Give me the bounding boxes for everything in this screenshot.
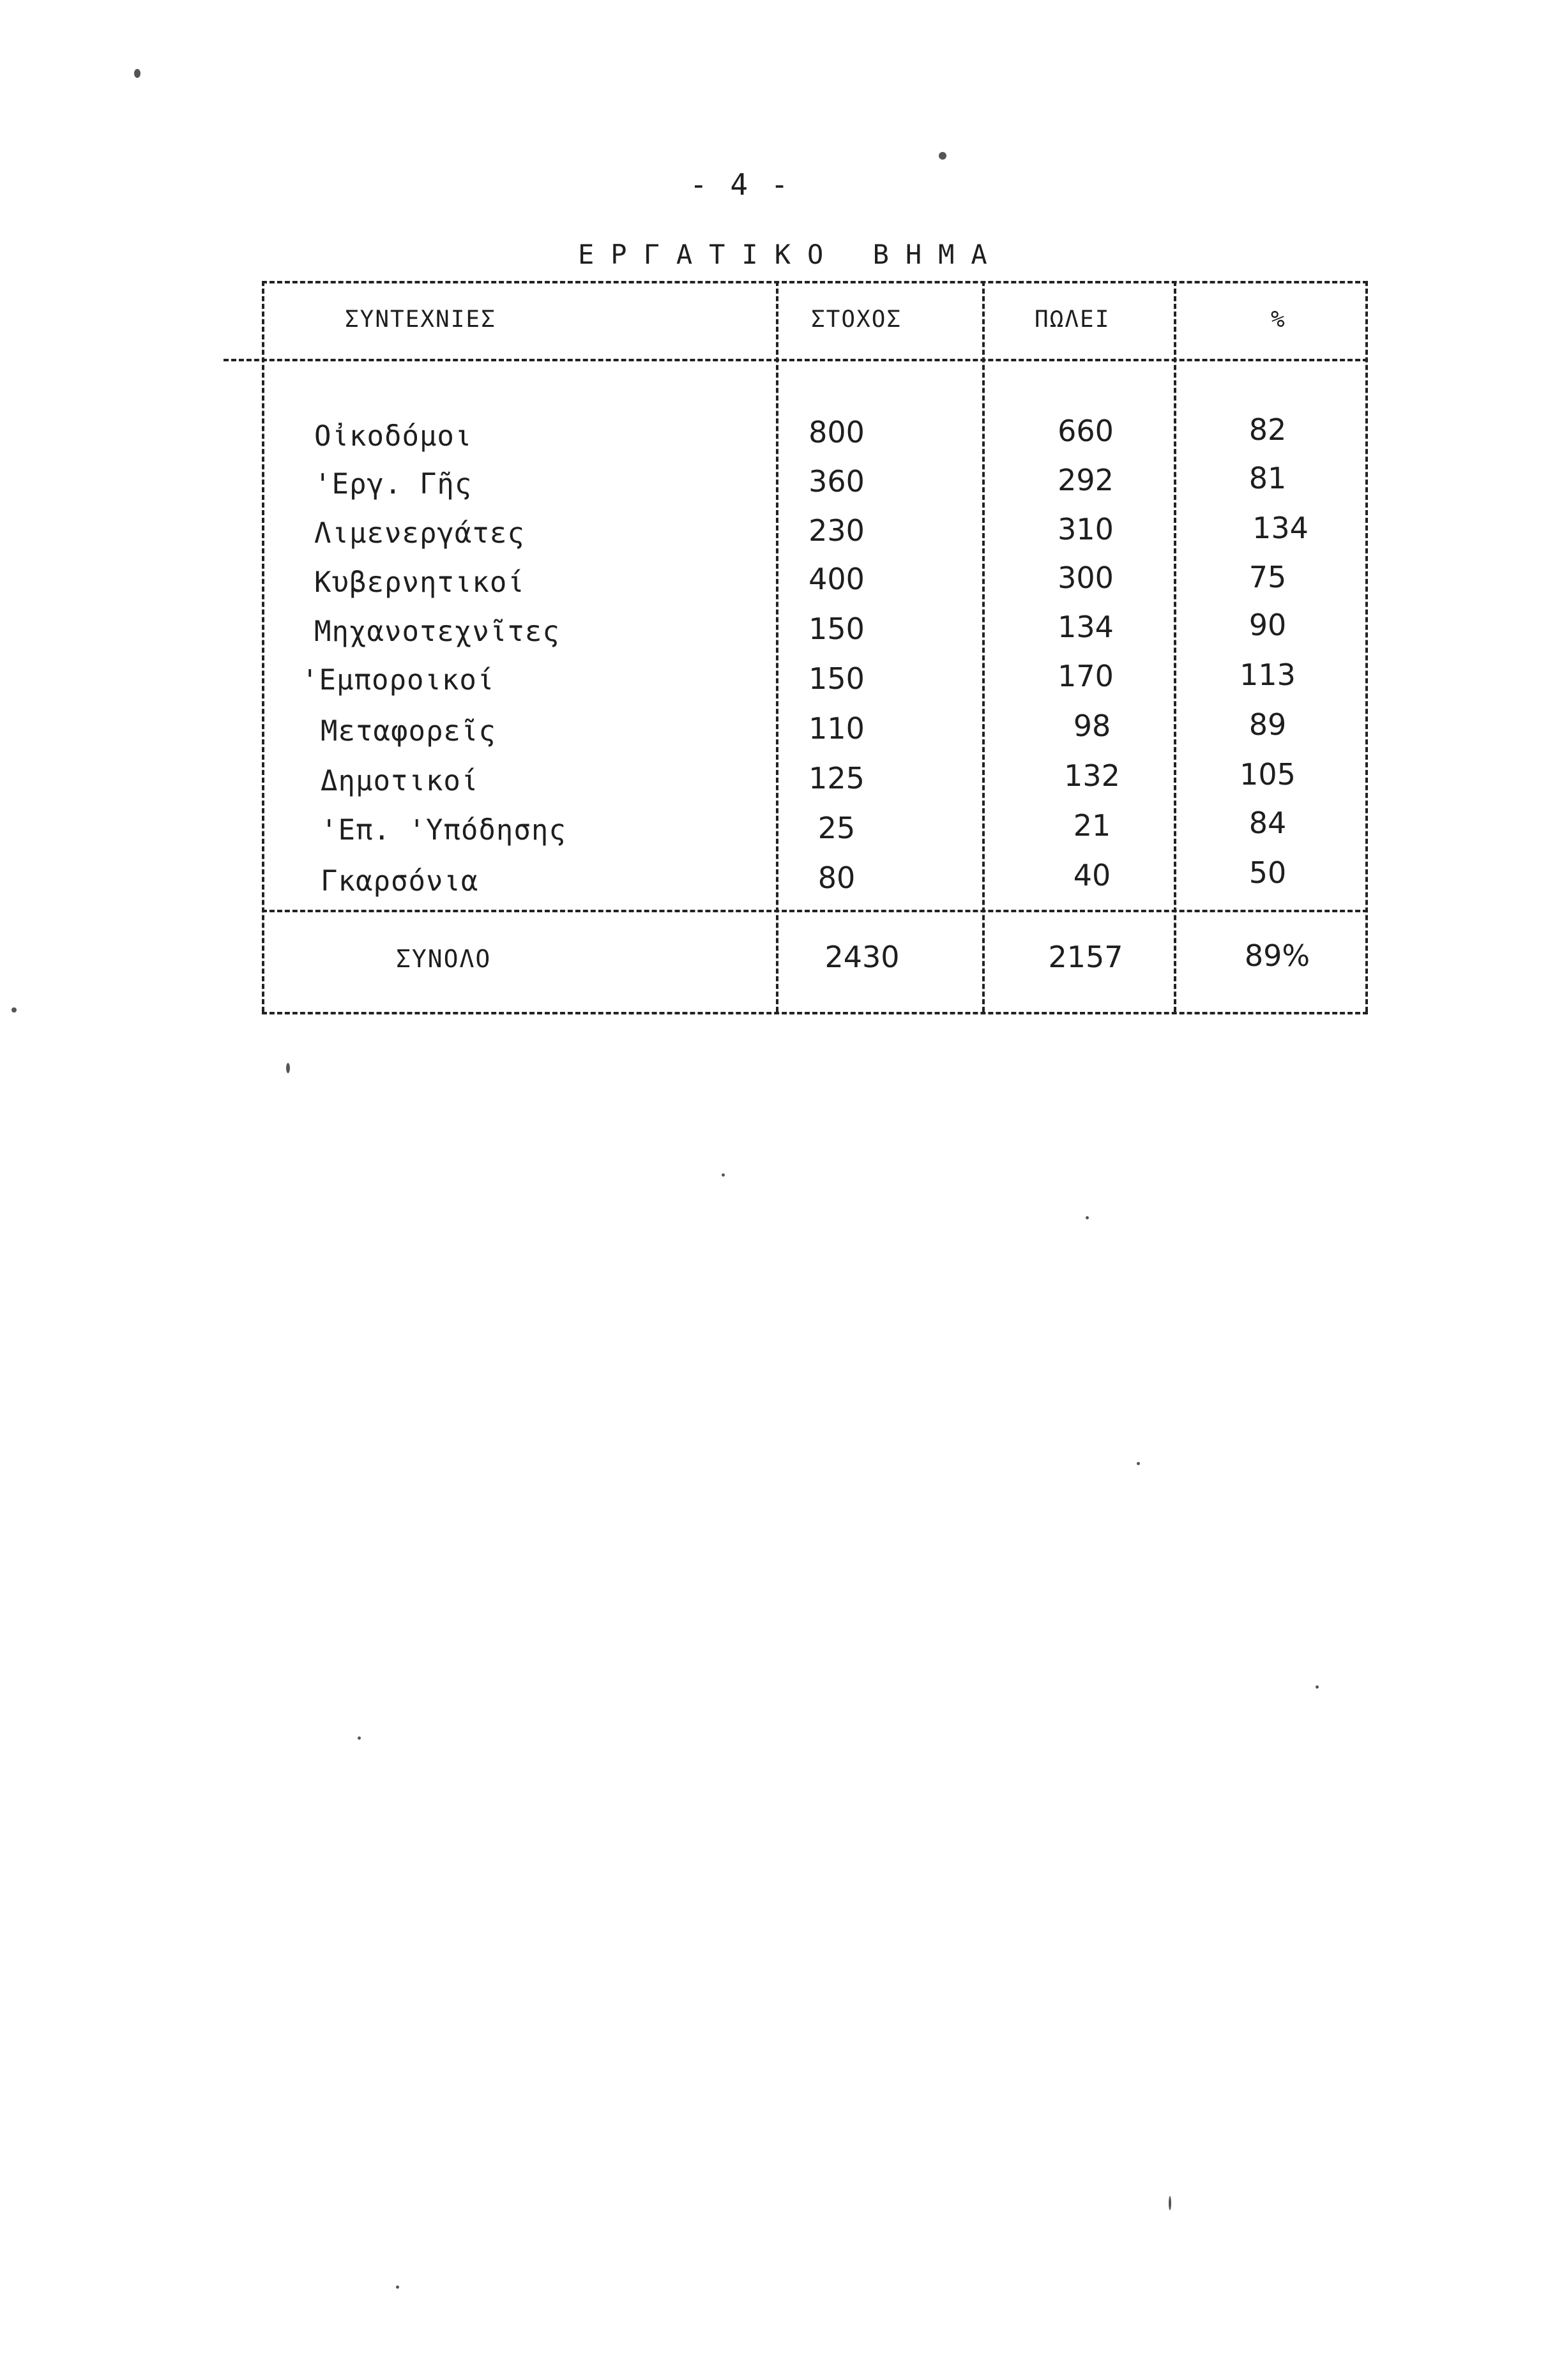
guild-name: 'Εμποροικοί <box>301 664 495 697</box>
target-value: 80 <box>817 861 856 895</box>
guild-name: Λιμενεργάτες <box>314 517 525 550</box>
scan-speck <box>1137 1462 1140 1465</box>
header-sold: ΠΩΛΕΙ <box>1035 306 1111 333</box>
percent-value: 134 <box>1252 511 1309 545</box>
sold-value: 134 <box>1058 610 1114 644</box>
percent-value: 113 <box>1240 658 1296 692</box>
target-value: 360 <box>808 464 865 499</box>
scan-speck <box>722 1173 725 1177</box>
total-top-rule <box>262 910 1368 912</box>
percent-value: 84 <box>1248 806 1287 840</box>
column-divider-pct <box>1174 281 1176 1012</box>
scan-speck <box>358 1736 361 1740</box>
sold-value: 300 <box>1058 561 1114 595</box>
scan-speck <box>134 69 140 78</box>
target-value: 25 <box>817 811 856 845</box>
target-value: 400 <box>808 562 865 596</box>
percent-value: 82 <box>1248 412 1287 447</box>
sold-value: 660 <box>1058 414 1114 448</box>
target-value: 110 <box>808 711 865 746</box>
guild-name: Μεταφορεῖς <box>321 715 496 748</box>
table-left-border <box>262 281 264 1012</box>
percent-value: 75 <box>1248 560 1287 594</box>
target-value: 800 <box>808 415 865 449</box>
scan-speck <box>1316 1685 1319 1689</box>
header-percent: % <box>1271 306 1286 333</box>
header-bottom-rule <box>224 359 1368 361</box>
header-target: ΣΤΟΧΟΣ <box>811 306 902 333</box>
table-bottom-rule <box>262 1012 1368 1014</box>
target-value: 125 <box>808 761 865 795</box>
scan-speck <box>396 2286 399 2289</box>
guild-name: Μηχανοτεχνῖτες <box>314 615 560 648</box>
guild-name: 'Εργ. Γῆς <box>314 468 473 501</box>
scan-speck <box>1086 1216 1089 1219</box>
scan-speck <box>939 152 946 160</box>
percent-value: 105 <box>1240 757 1296 792</box>
percent-value: 50 <box>1248 855 1287 890</box>
target-value: 150 <box>808 612 865 646</box>
total-percent: 89% <box>1244 938 1310 973</box>
table-top-rule <box>262 281 1368 283</box>
page-number: - 4 - <box>690 167 791 202</box>
sold-value: 98 <box>1073 709 1111 743</box>
sold-value: 21 <box>1073 808 1111 843</box>
table-right-border <box>1365 281 1368 1012</box>
sold-value: 40 <box>1073 858 1111 892</box>
total-label: ΣΥΝΟΛΟ <box>396 945 492 973</box>
column-divider-target <box>776 281 778 1012</box>
target-value: 230 <box>808 513 865 548</box>
guild-name: Γκαρσόνια <box>321 865 479 898</box>
sold-value: 292 <box>1058 463 1114 497</box>
sales-table <box>262 281 1368 1012</box>
guild-name: Δημοτικοί <box>321 765 479 797</box>
total-target: 2430 <box>824 940 900 974</box>
percent-value: 90 <box>1248 608 1287 642</box>
scan-speck <box>286 1063 290 1073</box>
column-divider-sold <box>982 281 985 1012</box>
scan-speck <box>1169 2196 1171 2210</box>
percent-value: 89 <box>1248 707 1287 742</box>
document-title: ΕΡΓΑΤΙΚΟ ΒΗΜΑ <box>578 239 1004 270</box>
target-value: 150 <box>808 661 865 696</box>
percent-value: 81 <box>1248 461 1287 495</box>
scan-speck <box>11 1007 17 1013</box>
sold-value: 310 <box>1058 512 1114 546</box>
sold-value: 132 <box>1064 758 1120 793</box>
total-sold: 2157 <box>1048 940 1123 974</box>
guild-name: Κυβερνητικοί <box>314 566 525 599</box>
guild-name: 'Επ. 'Υπόδησης <box>321 814 566 847</box>
sold-value: 170 <box>1058 659 1114 693</box>
header-guilds: ΣΥΝΤΕΧΝΙΕΣ <box>345 306 496 333</box>
guild-name: Οἰκοδόμοι <box>314 420 473 453</box>
